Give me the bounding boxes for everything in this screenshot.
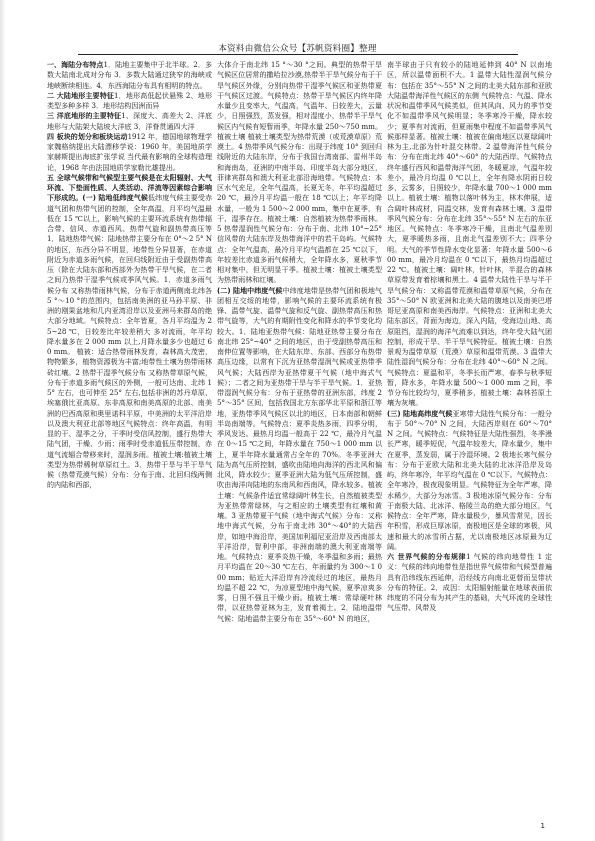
- text-columns: [47, 60, 553, 795]
- section-text: 1．陆地主要集中于北半球。2．多数大陆南北成对分布 3．多数大陆通过狭窄的海峡或地峡断续相连。4．东西海陆分布具有相明的特点。: [47, 60, 212, 90]
- section-text: 1 气候的纬向地带性 1 定义：气候的纬向地带性是指世界气候带和气候型普遍具有沿纬线东西延伸，沿经线方向南北更替而呈带状分布的特征。2．成因：太阳辐射能量在地球表面依纬度的不同分布为其产生的基础，大气环流的全球性气压带、风带及: [387, 552, 552, 613]
- section-text: 亚寒带大陆性气候分布：一般分布于 50°～70° N 之间，大陆西岸则在 60°～70° N 之间。气候特点：气候特征是大陆性强烈，冬季漫长严寒，暖季短促，气温年较差大，降水量少，集中在夏季，蒸发弱，属于冷湿环境。2 极地长寒气候分布：分布于亚欧大陆和北美大陆的北冰洋沿岸及岛屿，终年寒冷，年平均气温在 0 ℃以下。气候特点：全年寒冷，极夜现象明显。气候特征为全年严寒，降水稀少，大部分为冰雪。3 极地冰原气候分布：分布于南极大陆、北冰洋、格陵兰岛的绝大部分地区，气候特点：全年严寒，降水量极少，暴风雪常见，因长年积雪，形成巨厚冰原，南极地区是全球的寒极，风速和最大的冰雪所占据，尤以南极地区冰原最为辽阔。: [387, 408, 552, 551]
- header-text: 本资料由微信公众号【苏帆资料圈】整理: [218, 44, 377, 54]
- section-title: 五 全球气候带和气候型主要气候是在太阳辐射、大气环流、下垫面性质、人类活动、洋流等因素综合影响下形成的。: [47, 173, 212, 203]
- section-plates: [47, 132, 212, 173]
- section-text: 低纬度气候主要受赤道气团和热带气团的控制，全年高温，月平均气温最低在 15 ℃以上，影响气候的主要环流系统有热带辐合带、信风、赤道西风、热带气旋和副热带高压等 1．陆地热带气候：陆地热带主要分布在 0°～2 5° N 的地区，东西分异不明显，地带性分异显著，在赤道附近为赤道多雨气候，在回归线附近由于受副热带高压（除在大陆东部和西部外为热带干旱气候，在二者之间乃热带干湿季气候或季风气候。1．赤道多雨气候分布 又称热带雨林气候，分布于赤道两侧南北纬各 5 °～10 °的范围内，包括南美洲的亚马孙平原、非洲的刚果盆地和几内亚湾沿岸以及亚洲马来群岛的绝大部分地域。气候特点：全年皆夏，各月平均温为 25~28 ℃，日较差比年较差稍大 多对流雨，年平均降水量多在 2 000 mm 以上,月降水量多少也超过 60 mm。 植被：适合热带雨林发育，森林高大茂密，物物繁多，植物资源极为丰富;地带性土壤为热带雨林砖红壤。2 热带干湿季气候分布 又称热带草原气候，分布于赤道多雨气候区的外侧，一般可达南、北纬 15° 左右，也可伸至 25° 左右,包括非洲的苏丹草原、埃塞俄比亚高原、东非高原和南美高原的北部、南美洲的巴西高原和奥里诺科平原，中美洲的太平洋沿岸以及澳大利亚北部等地区气候特点：终年高温，有明显的干、湿季之分，干季时受信风控制，盛行热带大陆气团，干燥、少雨；雨季时受赤道低压带控制，赤道气流辐合带移来时，湿润多雨。植被土壤:植被土壤类型为热带稀树草原红土。3．热带干旱与半干旱气候（热带荒漠气候）分布：分布于南、北回归线两侧的内陆和西部，: [47, 193, 212, 490]
- section-distribution: [387, 552, 552, 614]
- section-title: 四 板块的划分和板块运动: [47, 132, 128, 141]
- column-3: [387, 60, 552, 795]
- section-highlat: [387, 409, 552, 553]
- section-text: 南半球由于只有较小的陆地延伸到 40° N 以南地区，所以温带面积不大。1 温带大陆性湿润气候分布：包括在 35°～55° N 之间的北美大陆东部和亚欧大陆温带海洋性气候区的东侧 气候特点：气温、降水状况和温带季风气候类似，但其风向、风力的季节变化不如温带季风气候明显；冬季寒冷干燥，降水较少；夏季有对流雨，但夏雨集中程度不如温带季风气候那样显著。植被土壤：植被在偏南地区以夏绿阔叶林为主,北部为针叶混交林带。2 温带海洋性气候分布：分布在南北纬 40°～60° 的大陆西岸。气候特点终年盛行西风和温带海洋气团，冬暖夏凉，气温年较差小，最冷月均温 0 ℃以上，全年有降水阴雨日较多，云雾多，日照较少，年降水量 700～1 000 mm 以上。植被土壤：植物以落叶林为主，林木伸展，适合阔叶林成材，同温交林，发育有森林土壤。3 温带季风气候分布：分布在北纬 35°～55° N 左右的东亚地区。气候特点：冬季寒冷干燥，且南北气温差别大，夏季暖热多雨，且南北气温差别不大；四季分明。大气的季节性降水变化显著：年降水量 500～600 mm，最冷月均温在 0 ℃以下，最热月均温超过 22 ℃。植被土壤：阔叶林，针叶林，半混合的森林草原带发育着棕壤和黑土。4 温带大陆性干旱与半干旱气候分布：又称温带荒漠和温带草原气候，分布在 35°～50° N 欧亚洲和北美大陆的腹地以及南美巴塔哥尼亚高原和南美西海岸。气候特点：亚洲和北美大陆东部区，背面为海边，深入内陆，受海边山地、高原阻挡，湿润的海洋气流难以到达，终年受大陆气团控制，形成干旱、半干旱气候特征。植被土壤：自然景观为温带草原（荒漠）草原和温带荒漠。3 温带大陆性湿润气候分布：分布在北纬 40°～60° N 之间。气候特点：夏温和平，冬季长而严寒，春季与秋季短暂，降水多，年降水量 500～1 000 mm 之间，季节分布比较均匀，夏季稍多，植被土壤：森林苔原土壤为灰壤。: [387, 60, 552, 408]
- page-number: 1: [540, 822, 545, 830]
- section-text: 1．地形高低起伏悬殊 2、地形类型多种多样 3．地形结构因洲而异: [47, 90, 212, 110]
- scan-edge: [0, 0, 6, 841]
- subsection-title: (二) 陆地中纬度气候: [217, 286, 283, 295]
- section-title: 一、海陆分布特点: [47, 61, 104, 69]
- section-title: 二 大陆地形主要特征: [47, 91, 115, 100]
- section-ocean-land: [47, 60, 212, 91]
- page-header: [0, 42, 595, 54]
- section-tropical-cont: [217, 60, 382, 286]
- header-rule: [78, 54, 518, 55]
- section-temperate: [387, 60, 552, 409]
- section-text: 1912 年，德国地球物理学家魏格纳提出大陆漂移学说：1960 年，美国地质学家赫斯提出海底扩张学说 当代最有影响的全球构造理论，1968 年由法国地质学家勒比雄提出。: [47, 131, 212, 172]
- section-title: 六 世界气候的分布规律: [387, 553, 467, 561]
- section-seafloor: [47, 111, 212, 132]
- section-text: 中纬度地带是热带气团和极地气团相互交绥的地带，影响气候的主要环流系统有极锋、温带气旋、温带气旋和反气旋、副热带高压和热带气旋等，大气的有期附性变化和降水的季节变化均较大。1．陆地亚热带气候：陆地亚热带主要分布在南北纬 25°~40° 之间的地区，由于受副热带高压和南伸位置等影响，在大陆东岸、东部、西部分布热带高压边缘，以常有下沉为亚热带湿润气候或亚热带季风气候；大陆西岸为亚热带夏干气候（地中海式气候）；二者之间为亚热带干旱与半干旱气候。1．亚热带湿润气候分布：分布于亚热带的亚洲东部，纬度 25°～35° 区间，包括我国北方东部华北平原和浙江等地，亚热带季风气候区以北的地区，日本南部和朝鲜半岛南端等。气候特点：夏季炎热多雨，四季分明，季风发达。最热月均温一般高于 22 ℃，最冷月气温在 0～15 ℃之间，年降水量在 750～1 000 mm 以上，夏半年降水量通常占全年的 70%。冬季亚洲大陆为高气压所控制，盛吹由陆地向海洋的西北风和偏北风，降水较少；夏季亚洲大陆为低气压所控制，盛吹由海洋向陆地的东南风和西南风，降水较多。植被土壤：气候条件适宜常绿阔叶林生长，自然植被类型为亚热带常绿林，与之相应的土壤类型有红壤和黄壤。3 亚热带夏干气候（地中海式气候）分布：又称地中海式气候，分布于南北纬 30°～40°的大陆西岸，如地中海沿岸，美国加利福尼亚沿岸及西南部太平洋沿岸，智利中部，非洲南端的澳大利亚南端等地。气候特点：夏季炎热干燥，冬季温和多雨；最热月平均温在 20～30 ℃左右，年雨量约为 300～1 000 mm；贴近大洋沿岸有冷流经过的地区，最热月均温不超 22 ℃，为凉夏型地中海气候，夏季凉爽多雾，日照不强且干燥少雨。植被土壤：常绿硬叶林带，以亚热带亚林为主，发育着褐土。2．陆地温带气候：陆地温带主要分布在 35°～60° N 的地区，: [217, 285, 382, 623]
- subsection-title: (三) 陆地高纬度气候: [387, 409, 453, 418]
- section-text: 大体介于南北纬 15 °～30 °之间。典型的热带干旱气候区位居常的撒哈拉沙漠,热带半干旱气候分布于干旱气候区外缘，分别向热带干湿季气候区和亚热带夏干气候区过渡。气候特点：热带干旱气候区内终年降水量少且变率大，气温高，气温年、日较差大，云量少，日照强烈，蒸发强，相对湿度小，热带半干旱气候区内气候有短暂雨季，年降水量 250～750 mm。植被土壤 植被土壤类型为热带荒漠（或荒漠草原）荒漠土。4 热带季风气候分布：出现于纬度 10° 到回归线附近的大陆东岸，分布于我国台湾南部、雷州半岛和海南岛，亚洲的中南半岛、印度半岛大部分地区，菲律宾群岛和澳大利亚北部沿海地带。气候特点：本区水气充足，全年气温高，长夏无冬，年平均温超过 20 ℃，最冷月平均温一般在 18 ℃以上；年平均降水量，一般为 1 500～2 000 mm，集中在夏季，有干、湿季存在。植被土壤：自然植被为热带季雨林。5 热带湿润性气候分布：分布于南、北纬 10°~25°信风带的大陆东岸及热带海洋中的若干岛屿。气候特点：全年气温高，最冷月平均气温都在 25 ℃以下，年较差比赤道多雨气候稍大，全年降水多，夏秋季节相对集中，但无明显干季。植被土壤：植被土壤类型为热带雨林和红壤。: [217, 60, 382, 285]
- section-continent: [47, 91, 212, 112]
- section-midlat: [217, 286, 382, 624]
- column-1: [47, 60, 212, 795]
- section-title: 三 洋底地形的主要特征: [47, 112, 122, 121]
- section-text: 1、深度大、高差大 2、洋底地形与大陆架大陆坡大洋底 3．洋脊贯通四大洋: [47, 111, 212, 131]
- column-2: [217, 60, 382, 795]
- subsection-title: (一) 陆地低纬度气候: [82, 194, 148, 203]
- section-climate: [47, 173, 212, 491]
